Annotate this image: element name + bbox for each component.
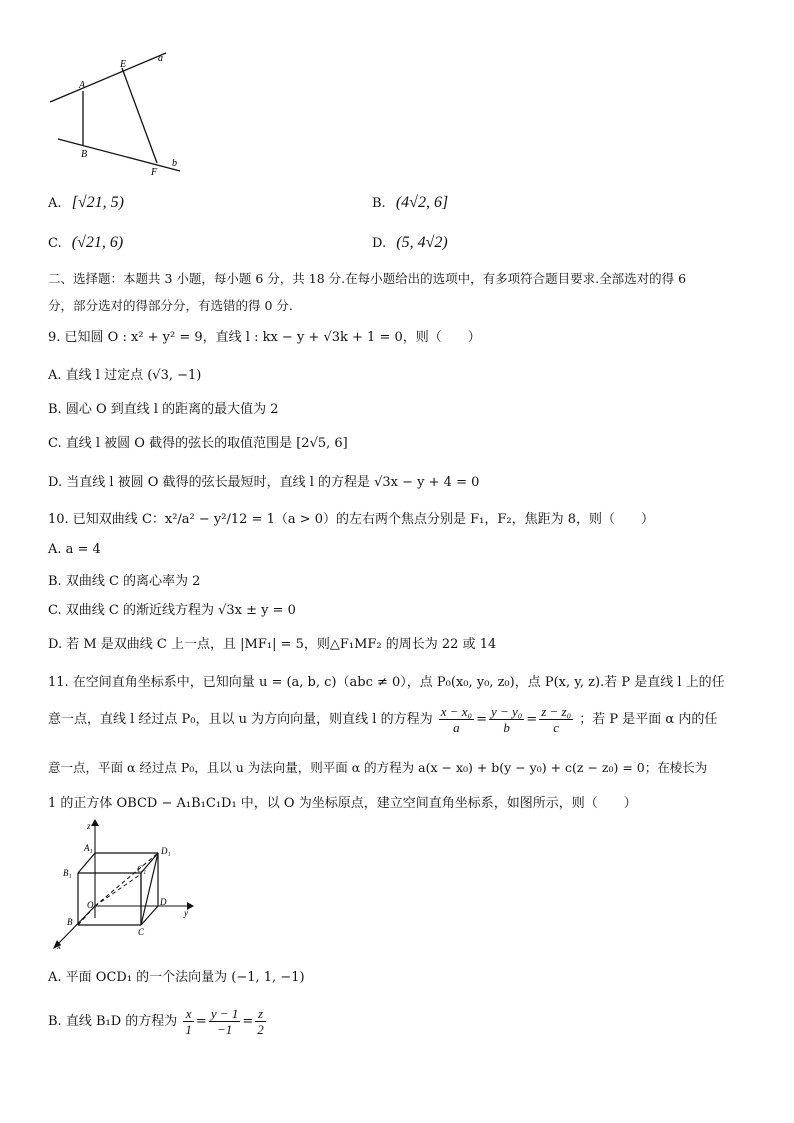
frac-denominator: c [553, 720, 560, 735]
fig2-label-x: x [57, 941, 61, 951]
option-label: B. [372, 196, 386, 211]
fig1-label-a: a [158, 53, 163, 64]
q11-b-frac-y [209, 1006, 241, 1037]
fig2-label-B: B [67, 917, 73, 927]
frac-numerator: x − x₀ [440, 704, 473, 719]
q11-line3: 意一点，平面 α 经过点 P₀，且以 u 为法向量，则平面 α 的方程为 a(x − x₀) + b(y − y₀) + c(z − z₀) = 0；在棱长为 [48, 760, 708, 775]
q11-option-b-text: B. 直线 B₁D 的方程为 [48, 1014, 178, 1029]
figure-unit-cube [45, 818, 205, 953]
frac-numerator: z [255, 1006, 266, 1022]
fig1-label-E: E [120, 59, 127, 70]
q8-option-a [48, 194, 124, 212]
q11-line1: 11. 在空间直角坐标系中，已知向量 u = (a, b, c)（abc ≠ 0），点 P₀(x₀, y₀, z₀)，点 P(x, y, z).若 P 是直线 l 上的任 [48, 675, 725, 690]
fig2-label-C: C [138, 927, 145, 937]
q11-frac-y [489, 704, 524, 735]
fig1-label-B: B [81, 149, 88, 160]
option-value: [√21, 5) [71, 194, 125, 211]
q11-b-frac-z [255, 1006, 266, 1037]
q11-line2-text: 意一点，直线 l 经过点 P₀，且以 u 为方向向量，则直线 l 的方程为 [48, 712, 433, 727]
q8-option-b [372, 194, 448, 212]
fig1-label-b: b [172, 158, 177, 169]
option-label: D. [372, 236, 387, 251]
frac-denominator: a [453, 720, 460, 735]
fig2-label-B1: B₁ [63, 868, 72, 878]
q9-option-b: B. 圆心 O 到直线 l 的距离的最大值为 2 [48, 402, 279, 417]
option-label: C. [48, 236, 62, 251]
q11-option-b: B. 直线 B₁D 的方程为 $\frac{x}{1}$ = $\frac{y - 1}{-1}$ = $\frac{z}{2}$ [48, 1006, 264, 1037]
fig2-label-D: D [160, 897, 167, 907]
fig1-label-F: F [151, 167, 158, 178]
section2-line1: 二、选择题：本题共 3 小题，每小题 6 分，共 18 分.在每小题给出的选项中，有多项符合题目要求.全部选对的得 6 [48, 271, 687, 286]
q11-option-a: A. 平面 OCD₁ 的一个法向量为 (−1, 1, −1) [48, 970, 305, 985]
q9-stem: 9. 已知圆 O : x² + y² = 9，直线 l : kx − y + √3k + 1 = 0，则（ ） [48, 330, 481, 345]
option-value: (4√2, 6] [395, 194, 449, 211]
q10-option-c: C. 双曲线 C 的渐近线方程为 √3x ± y = 0 [48, 603, 296, 618]
section2-line2: 分，部分选对的得部分分，有选错的得 0 分. [48, 298, 293, 313]
q9-option-d: D. 当直线 l 被圆 O 截得的弦长最短时，直线 l 的方程是 √3x − y + 4 = 0 [48, 475, 480, 490]
fig2-label-A1: A₁ [84, 843, 93, 853]
frac-numerator: z − z₀ [541, 704, 572, 719]
q10-stem: 10. 已知双曲线 C：x²/a² − y²/12 = 1（a > 0）的左右两个焦点分别是 F₁，F₂，焦距为 8，则（ ） [48, 512, 655, 527]
q11-frac-x [439, 704, 474, 735]
frac-numerator: x [183, 1006, 194, 1022]
frac-numerator: y − 1 [210, 1006, 239, 1021]
q8-option-d [372, 234, 448, 252]
figure-skew-lines [40, 45, 200, 185]
q11-line4: 1 的正方体 OBCD − A₁B₁C₁D₁ 中，以 O 为坐标原点，建立空间直角坐标系，如图所示，则（ ） [48, 796, 637, 811]
fig2-label-D1: D₁ [161, 846, 171, 856]
q9-option-a: A. 直线 l 过定点 (√3, −1) [48, 368, 202, 383]
q11-line2-tail: ；若 P 是平面 α 内的任 [579, 712, 718, 727]
q11-b-frac-x [183, 1006, 194, 1037]
frac-denominator: b [503, 720, 510, 735]
q8-option-c [48, 234, 123, 252]
option-value: (5, 4√2) [396, 234, 448, 251]
fig2-label-y: y [184, 908, 188, 918]
q10-option-a: A. a = 4 [48, 542, 101, 557]
frac-denominator: 1 [185, 1022, 192, 1037]
q10-option-b: B. 双曲线 C 的离心率为 2 [48, 574, 201, 589]
frac-numerator: y − y₀ [490, 704, 523, 719]
q9-option-c: C. 直线 l 被圆 O 截得的弦长的取值范围是 [2√5, 6] [48, 436, 348, 451]
fig2-label-z: z [87, 821, 91, 831]
option-value: (√21, 6) [71, 234, 124, 251]
option-label: A. [48, 196, 62, 211]
fig2-label-C1: C₁ [137, 864, 147, 874]
frac-denominator: −1 [216, 1022, 233, 1037]
q11-line2: 意一点，直线 l 经过点 P₀，且以 u 为方向向量，则直线 l 的方程为 $\frac{\text{x − x₀}}{a}$ = $\frac{\text{y − y₀}}{b}$ = $\frac{\text{z − z₀}}{c}$ ；若 P 是平面 α 内的任 [48, 704, 718, 735]
fig1-label-A: A [79, 80, 86, 91]
q10-option-d: D. 若 M 是双曲线 C 上一点，且 |MF₁| = 5，则△F₁MF₂ 的周长为 22 或 14 [48, 637, 497, 652]
q11-frac-z [539, 704, 573, 735]
frac-denominator: 2 [257, 1022, 264, 1037]
fig2-label-O: O [87, 900, 94, 910]
